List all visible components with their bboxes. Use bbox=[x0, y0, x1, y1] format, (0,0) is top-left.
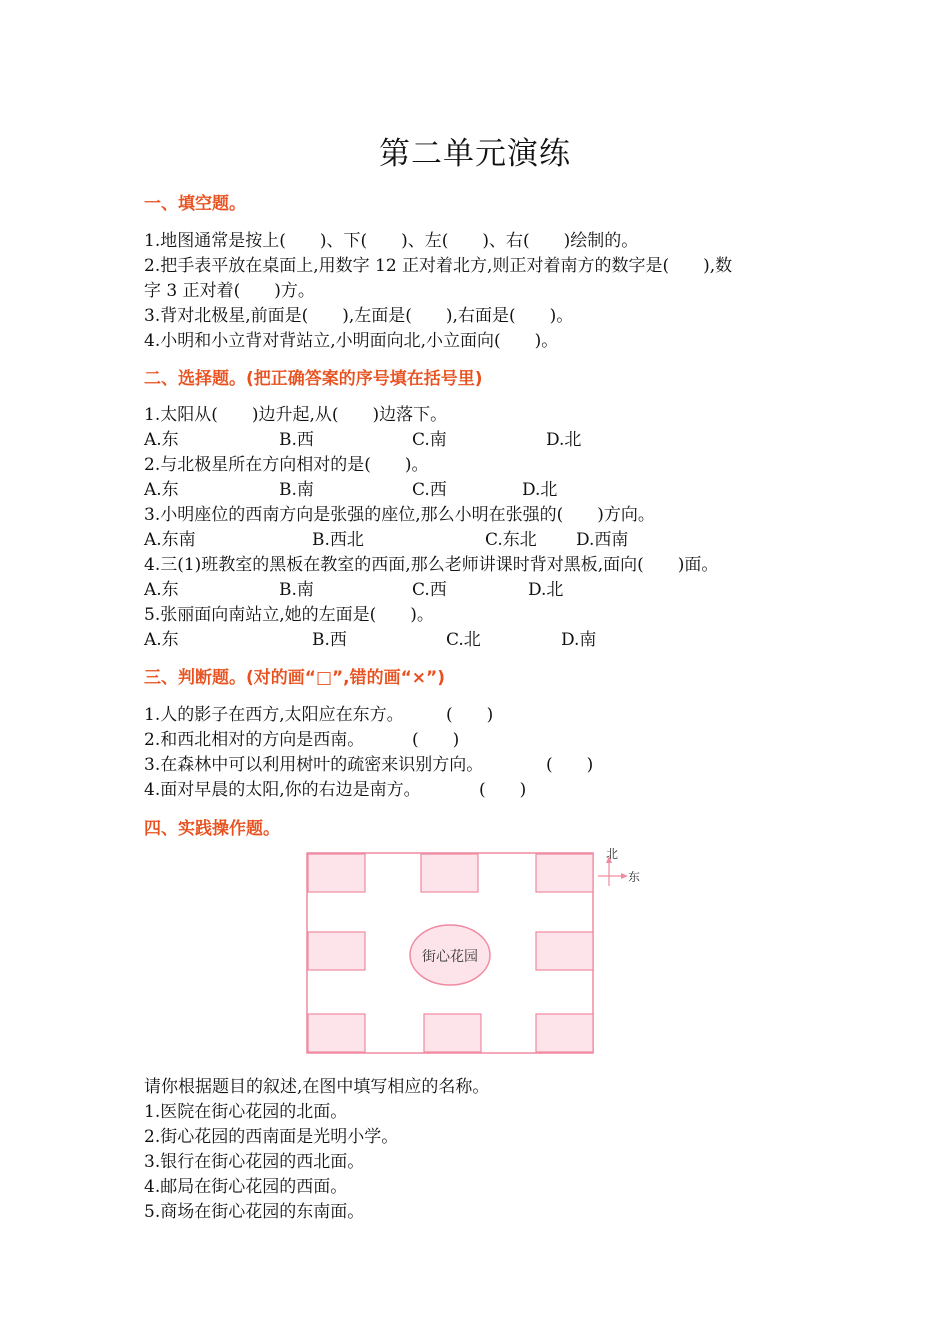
s1-q2: 2.把手表平放在桌面上,用数字 12 正对着北方,则正对着南方的数字是( ),数 bbox=[144, 256, 733, 276]
s2-q2-opt-a: A.东 bbox=[144, 480, 179, 500]
s4-q1: 1.医院在街心花园的北面。 bbox=[144, 1102, 348, 1122]
compass-east-arrow-icon bbox=[621, 873, 628, 879]
block-northwest bbox=[308, 854, 365, 892]
block-south bbox=[424, 1014, 481, 1052]
s2-q3: 3.小明座位的西南方向是张强的座位,那么小明在张强的( )方向。 bbox=[144, 505, 655, 525]
page-title: 第二单元演练 bbox=[379, 136, 571, 172]
s2-q5-opt-b: B.西 bbox=[312, 630, 347, 650]
s1-q2-cont: 字 3 正对着( )方。 bbox=[144, 281, 315, 301]
s2-q5-opt-c: C.北 bbox=[446, 630, 481, 650]
s2-q5-opt-d: D.南 bbox=[561, 630, 597, 650]
block-northeast bbox=[536, 854, 593, 892]
s3-q3-bracket: ( ) bbox=[546, 755, 594, 775]
section-1-heading: 一、填空题。 bbox=[144, 194, 246, 214]
s2-q1-opt-b: B.西 bbox=[279, 430, 314, 450]
garden-label: 街心花园 bbox=[422, 949, 478, 965]
s2-q4-opt-b: B.南 bbox=[279, 580, 314, 600]
s2-q4-opt-c: C.西 bbox=[412, 580, 447, 600]
s3-q1-bracket: ( ) bbox=[446, 705, 494, 725]
compass-north-label: 北 bbox=[606, 847, 619, 861]
compass-east-label: 东 bbox=[628, 870, 641, 884]
block-southeast bbox=[536, 1014, 593, 1052]
s3-q3: 3.在森林中可以利用树叶的疏密来识别方向。 bbox=[144, 755, 484, 775]
section-3-heading: 三、判断题。(对的画“□”,错的画“×”) bbox=[144, 668, 445, 688]
s3-q4-bracket: ( ) bbox=[479, 780, 527, 800]
block-north bbox=[421, 854, 478, 892]
s2-q3-opt-b: B.西北 bbox=[312, 530, 364, 550]
s2-q1-opt-a: A.东 bbox=[144, 430, 179, 450]
section-2-heading: 二、选择题。(把正确答案的序号填在括号里) bbox=[144, 369, 483, 389]
s2-q1: 1.太阳从( )边升起,从( )边落下。 bbox=[144, 405, 448, 425]
s2-q3-opt-a: A.东南 bbox=[144, 530, 196, 550]
s2-q2-opt-b: B.南 bbox=[279, 480, 314, 500]
s4-q2: 2.街心花园的西南面是光明小学。 bbox=[144, 1127, 399, 1147]
block-southwest bbox=[308, 1014, 365, 1052]
s2-q2-opt-d: D.北 bbox=[522, 480, 558, 500]
s1-q3: 3.背对北极星,前面是( ),左面是( ),右面是( )。 bbox=[144, 306, 574, 326]
s4-q4: 4.邮局在街心花园的西面。 bbox=[144, 1177, 348, 1197]
s2-q3-opt-d: D.西南 bbox=[576, 530, 629, 550]
s1-q1: 1.地图通常是按上( )、下( )、左( )、右( )绘制的。 bbox=[144, 231, 639, 251]
section-4-heading: 四、实践操作题。 bbox=[144, 819, 280, 839]
s3-q4: 4.面对早晨的太阳,你的右边是南方。 bbox=[144, 780, 421, 800]
s2-q4-opt-d: D.北 bbox=[528, 580, 564, 600]
block-west bbox=[308, 932, 365, 970]
s2-q2-opt-c: C.西 bbox=[412, 480, 447, 500]
s2-q3-opt-c: C.东北 bbox=[485, 530, 537, 550]
s3-q1: 1.人的影子在西方,太阳应在东方。 bbox=[144, 705, 404, 725]
s4-q5: 5.商场在街心花园的东南面。 bbox=[144, 1202, 365, 1222]
s2-q5-opt-a: A.东 bbox=[144, 630, 179, 650]
s2-q1-opt-d: D.北 bbox=[546, 430, 582, 450]
s4-intro: 请你根据题目的叙述,在图中填写相应的名称。 bbox=[144, 1077, 490, 1097]
s2-q1-opt-c: C.南 bbox=[412, 430, 447, 450]
s2-q4: 4.三(1)班教室的黑板在教室的西面,那么老师讲课时背对黑板,面向( )面。 bbox=[144, 555, 719, 575]
s2-q5: 5.张丽面向南站立,她的左面是( )。 bbox=[144, 605, 434, 625]
s3-q2-bracket: ( ) bbox=[412, 730, 460, 750]
block-east bbox=[536, 932, 593, 970]
street-map bbox=[300, 838, 650, 1058]
s4-q3: 3.银行在街心花园的西北面。 bbox=[144, 1152, 365, 1172]
s3-q2: 2.和西北相对的方向是西南。 bbox=[144, 730, 365, 750]
s2-q4-opt-a: A.东 bbox=[144, 580, 179, 600]
s1-q4: 4.小明和小立背对背站立,小明面向北,小立面向( )。 bbox=[144, 331, 559, 351]
s2-q2: 2.与北极星所在方向相对的是( )。 bbox=[144, 455, 429, 475]
